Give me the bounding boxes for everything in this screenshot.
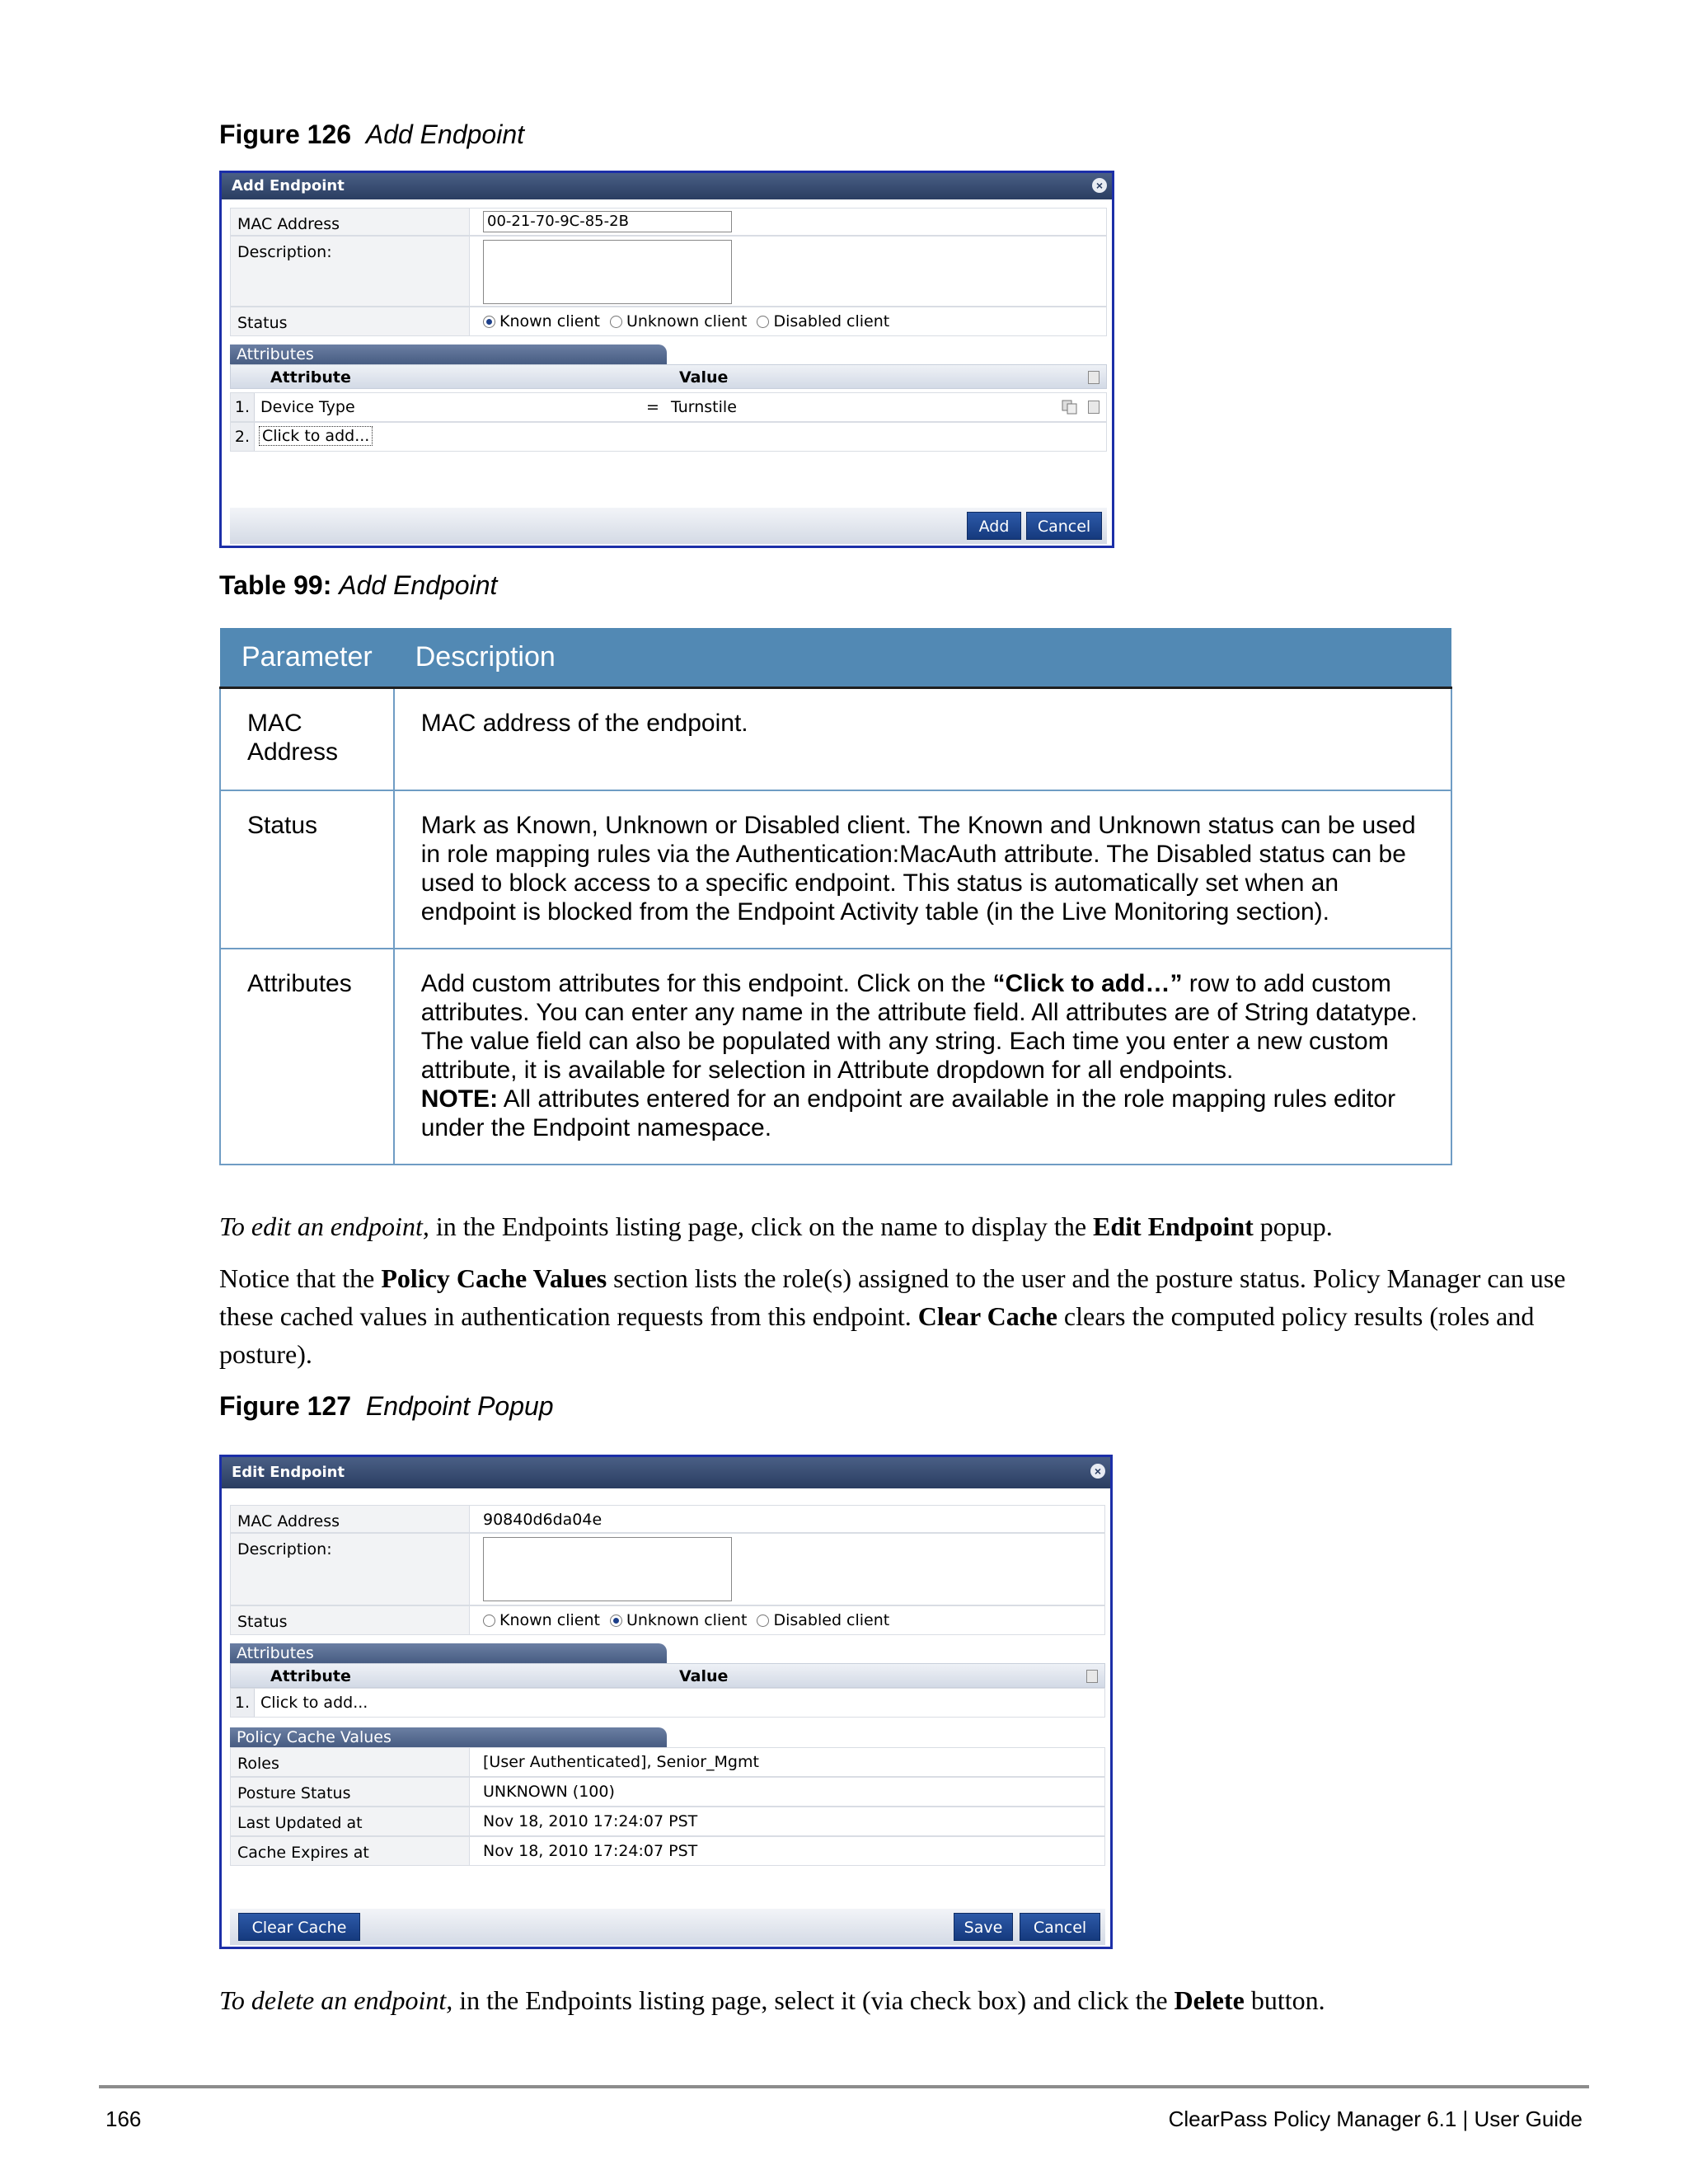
- mac-address-input[interactable]: 00-21-70-9C-85-2B: [483, 211, 732, 232]
- trash-icon[interactable]: [1086, 1670, 1098, 1683]
- figure-127-caption: [219, 1391, 554, 1422]
- table-row: [220, 790, 1451, 949]
- add-endpoint-dialog: [219, 171, 1114, 548]
- desc-cell: Add custom attributes for this endpoint. Click on the “Click to add…” row to add custom attributes. You can enter any name in the attribute field. All attributes are of String datatype. The value field can also be populated with any string. Each time you enter a new custom attribute, it is available for selection in Attribute dropdown for all endpoints. NOTE: All attributes entered for an endpoint are available in the role mapping rules editor under the Endpoint namespace.: [394, 949, 1451, 1165]
- attribute-operator: =: [646, 398, 659, 416]
- figure-126-caption: [219, 120, 524, 150]
- clear-cache-button[interactable]: Clear Cache: [238, 1913, 360, 1941]
- radio-unknown-client[interactable]: Unknown client: [610, 1611, 747, 1629]
- col-value: Value: [679, 368, 729, 387]
- radio-unknown-client[interactable]: Unknown client: [610, 312, 747, 330]
- row-number: 1.: [231, 1689, 255, 1717]
- table-title: Add Endpoint: [339, 570, 498, 600]
- dialog-title: Edit Endpoint: [222, 1457, 1110, 1488]
- description-row: [230, 236, 1107, 307]
- mac-address-row: [230, 208, 1107, 236]
- param-cell: MAC Address: [220, 688, 394, 791]
- policy-cache-section-tab: Policy Cache Values: [230, 1727, 667, 1747]
- desc-cell: MAC address of the endpoint.: [394, 688, 1451, 791]
- cache-value: UNKNOWN (100): [483, 1783, 615, 1801]
- radio-icon: [610, 316, 622, 328]
- col-value: Value: [679, 1667, 729, 1685]
- description-label: Description:: [231, 1534, 470, 1605]
- status-label: Status: [231, 1606, 470, 1634]
- copy-icon[interactable]: [1062, 400, 1078, 415]
- attribute-value: Turnstile: [671, 398, 737, 416]
- click-to-add-emphasis: “Click to add…”: [992, 970, 1183, 997]
- cache-value: Nov 18, 2010 17:24:07 PST: [483, 1842, 698, 1860]
- figure-label: Figure 126: [219, 120, 352, 149]
- cancel-button[interactable]: Cancel: [1026, 512, 1102, 540]
- footer-divider: [99, 2085, 1589, 2088]
- status-row: [230, 1605, 1105, 1635]
- header-parameter: Parameter: [220, 628, 394, 688]
- attributes-grid-header: [230, 1663, 1105, 1688]
- cache-label: Last Updated at: [231, 1807, 470, 1835]
- page-number: 166: [106, 2107, 142, 2131]
- mac-address-row: [230, 1505, 1105, 1533]
- table-row: [220, 688, 1451, 791]
- paragraph-policy-cache: Notice that the Policy Cache Values section lists the role(s) assigned to the user and the posture status. Policy Manager can use these cached values in authentication requests from this endpoint. Clear Cache clears the computed policy results (roles and posture).: [219, 1263, 1566, 1369]
- dialog-footer: [230, 508, 1107, 544]
- radio-disabled-client[interactable]: Disabled client: [757, 312, 889, 330]
- figure-title: Add Endpoint: [365, 120, 524, 149]
- cache-label: Roles: [231, 1748, 470, 1776]
- row-number: 2.: [231, 423, 255, 451]
- cache-row: [230, 1777, 1105, 1807]
- radio-selected-icon: [610, 1615, 622, 1627]
- attribute-row-add[interactable]: [230, 1688, 1105, 1718]
- desc-cell: Mark as Known, Unknown or Disabled client. The Known and Unknown status can be used in role mapping rules via the Authentication:MacAuth attribute. The Disabled status can be used to block access to a specific endpoint. This status is automatically set when an endpoint is blocked from the Endpoint Activity table (in the Live Monitoring section).: [394, 790, 1451, 949]
- trash-icon[interactable]: [1088, 401, 1100, 414]
- cache-row: [230, 1747, 1105, 1777]
- attributes-section-tab: Attributes: [230, 344, 667, 364]
- paragraph-edit-endpoint: To edit an endpoint, in the Endpoints listing page, click on the name to display the Edit Endpoint popup.: [219, 1212, 1333, 1241]
- figure-label: Figure 127: [219, 1391, 352, 1421]
- row-number: 1.: [231, 393, 255, 421]
- attribute-name: Device Type: [260, 398, 355, 416]
- radio-selected-icon: [483, 316, 495, 328]
- parameter-table: [219, 628, 1452, 1165]
- note-label: NOTE:: [420, 1085, 499, 1113]
- cache-value: Nov 18, 2010 17:24:07 PST: [483, 1812, 698, 1830]
- dialog-footer: [230, 1909, 1105, 1945]
- attributes-grid-header: [230, 364, 1107, 389]
- trash-icon[interactable]: [1088, 371, 1100, 384]
- dialog-title: Add Endpoint: [222, 173, 1112, 199]
- radio-icon: [483, 1615, 495, 1627]
- col-attribute: Attribute: [270, 368, 351, 387]
- radio-icon: [757, 1615, 769, 1627]
- cache-label: Cache Expires at: [231, 1837, 470, 1865]
- col-attribute: Attribute: [270, 1667, 351, 1685]
- attribute-row[interactable]: [230, 392, 1107, 422]
- table-99-caption: [219, 570, 497, 601]
- cache-value: [User Authenticated], Senior_Mgmt: [483, 1753, 759, 1771]
- radio-icon: [757, 316, 769, 328]
- attributes-section-tab: Attributes: [230, 1643, 667, 1663]
- edit-endpoint-dialog: [219, 1455, 1113, 1949]
- table-header-row: [220, 628, 1451, 688]
- status-label: Status: [231, 307, 470, 335]
- description-label: Description:: [231, 237, 470, 306]
- cache-label: Posture Status: [231, 1778, 470, 1806]
- cancel-button[interactable]: Cancel: [1020, 1913, 1100, 1941]
- mac-address-value: 90840d6da04e: [483, 1511, 603, 1529]
- add-button[interactable]: Add: [967, 512, 1021, 540]
- click-to-add[interactable]: Click to add...: [260, 1694, 368, 1712]
- radio-known-client[interactable]: Known client: [483, 312, 600, 330]
- description-textarea[interactable]: [483, 1537, 732, 1601]
- param-cell: Status: [220, 790, 394, 949]
- document-title: ClearPass Policy Manager 6.1 | User Guide: [1168, 2107, 1582, 2131]
- close-icon[interactable]: ×: [1092, 178, 1107, 193]
- save-button[interactable]: Save: [954, 1913, 1013, 1941]
- cache-row: [230, 1836, 1105, 1866]
- radio-disabled-client[interactable]: Disabled client: [757, 1611, 889, 1629]
- cache-row: [230, 1807, 1105, 1836]
- status-row: [230, 307, 1107, 336]
- description-textarea[interactable]: [483, 240, 732, 304]
- table-label: Table 99:: [219, 570, 332, 600]
- param-cell: Attributes: [220, 949, 394, 1165]
- close-icon[interactable]: ×: [1090, 1464, 1105, 1479]
- attribute-row-add[interactable]: [230, 422, 1107, 452]
- mac-address-label: MAC Address: [231, 1506, 470, 1532]
- mac-address-label: MAC Address: [231, 209, 470, 235]
- table-row: [220, 949, 1451, 1165]
- description-row: [230, 1533, 1105, 1605]
- header-description: Description: [394, 628, 1451, 688]
- click-to-add[interactable]: Click to add...: [259, 426, 373, 446]
- paragraph-delete-endpoint: To delete an endpoint, in the Endpoints listing page, select it (via check box) and click the Delete button.: [219, 1985, 1325, 2015]
- figure-title: Endpoint Popup: [365, 1391, 554, 1421]
- radio-known-client[interactable]: Known client: [483, 1611, 600, 1629]
